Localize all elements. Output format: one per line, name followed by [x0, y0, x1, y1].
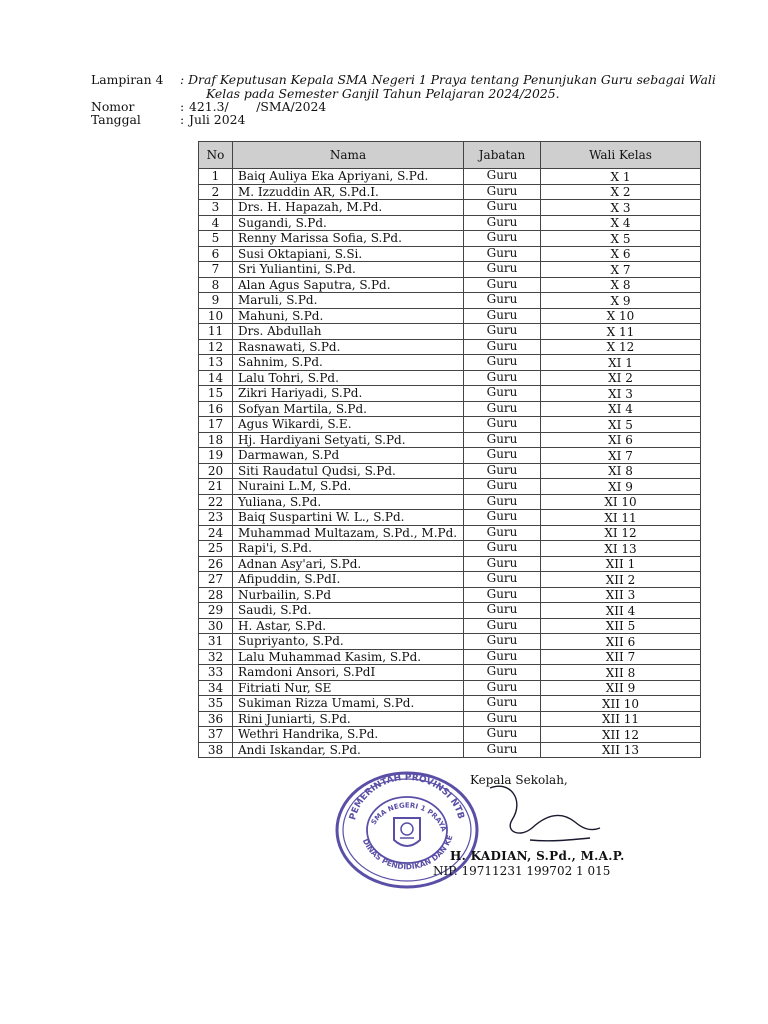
table-row: [199, 525, 701, 541]
table-row: [199, 634, 701, 650]
cell-jabatan: Guru: [464, 572, 541, 588]
cell-no: 8: [199, 277, 233, 293]
cell-no: 18: [199, 432, 233, 448]
cell-jabatan: Guru: [464, 649, 541, 665]
cell-no: 14: [199, 370, 233, 386]
cell-no: 12: [199, 339, 233, 355]
cell-wali-kelas: XII 13: [541, 742, 701, 758]
cell-jabatan: Guru: [464, 262, 541, 278]
cell-no: 37: [199, 727, 233, 743]
cell-wali-kelas: XI 13: [541, 541, 701, 557]
table-row: [199, 448, 701, 464]
cell-jabatan: Guru: [464, 432, 541, 448]
cell-nama: Muhammad Multazam, S.Pd., M.Pd.: [233, 525, 464, 541]
cell-wali-kelas: XII 9: [541, 680, 701, 696]
handwritten-signature: [450, 780, 620, 860]
cell-jabatan: Guru: [464, 618, 541, 634]
table-row: [199, 541, 701, 557]
cell-nama: Drs. Abdullah: [233, 324, 464, 340]
table-row: [199, 370, 701, 386]
table-row: [199, 727, 701, 743]
signature-name: H. KADIAN, S.Pd., M.A.P.: [450, 849, 625, 863]
cell-nama: Alan Agus Saputra, S.Pd.: [233, 277, 464, 293]
cell-jabatan: Guru: [464, 696, 541, 712]
cell-wali-kelas: XII 2: [541, 572, 701, 588]
header-jabatan: Jabatan: [464, 142, 541, 169]
cell-jabatan: Guru: [464, 463, 541, 479]
cell-nama: Sri Yuliantini, S.Pd.: [233, 262, 464, 278]
cell-no: 3: [199, 200, 233, 216]
cell-no: 20: [199, 463, 233, 479]
cell-nama: Nuraini L.M, S.Pd.: [233, 479, 464, 495]
cell-jabatan: Guru: [464, 417, 541, 433]
cell-nama: Hj. Hardiyani Setyati, S.Pd.: [233, 432, 464, 448]
cell-no: 32: [199, 649, 233, 665]
lampiran-label: Lampiran 4: [91, 72, 164, 87]
tanggal-sep: :: [180, 112, 185, 127]
cell-no: 29: [199, 603, 233, 619]
table-row: [199, 308, 701, 324]
cell-nama: Afipuddin, S.PdI.: [233, 572, 464, 588]
cell-wali-kelas: X 1: [541, 169, 701, 185]
cell-nama: Andi Iskandar, S.Pd.: [233, 742, 464, 758]
cell-no: 36: [199, 711, 233, 727]
cell-wali-kelas: X 2: [541, 184, 701, 200]
table-row: [199, 417, 701, 433]
cell-no: 27: [199, 572, 233, 588]
table-row: [199, 169, 701, 185]
cell-nama: Sahnim, S.Pd.: [233, 355, 464, 371]
cell-wali-kelas: X 11: [541, 324, 701, 340]
tanggal-label: Tanggal: [91, 112, 141, 127]
cell-no: 10: [199, 308, 233, 324]
stamp-outer-text: PEMERINTAH PROVINSI NTB: [348, 772, 466, 822]
cell-jabatan: Guru: [464, 541, 541, 557]
table-row: [199, 339, 701, 355]
table-row: [199, 463, 701, 479]
cell-wali-kelas: X 9: [541, 293, 701, 309]
cell-no: 7: [199, 262, 233, 278]
cell-wali-kelas: X 10: [541, 308, 701, 324]
cell-nama: Drs. H. Hapazah, M.Pd.: [233, 200, 464, 216]
cell-no: 17: [199, 417, 233, 433]
cell-jabatan: Guru: [464, 680, 541, 696]
cell-wali-kelas: XII 10: [541, 696, 701, 712]
cell-jabatan: Guru: [464, 246, 541, 262]
cell-nama: Rasnawati, S.Pd.: [233, 339, 464, 355]
cell-nama: Baiq Suspartini W. L., S.Pd.: [233, 510, 464, 526]
cell-jabatan: Guru: [464, 215, 541, 231]
cell-wali-kelas: XI 9: [541, 479, 701, 495]
table-row: [199, 215, 701, 231]
cell-nama: Baiq Auliya Eka Apriyani, S.Pd.: [233, 169, 464, 185]
cell-jabatan: Guru: [464, 587, 541, 603]
cell-nama: Mahuni, S.Pd.: [233, 308, 464, 324]
cell-jabatan: Guru: [464, 448, 541, 464]
table-row: [199, 355, 701, 371]
cell-nama: Maruli, S.Pd.: [233, 293, 464, 309]
cell-no: 9: [199, 293, 233, 309]
cell-jabatan: Guru: [464, 184, 541, 200]
nomor-value: 421.3/ /SMA/2024: [189, 99, 327, 114]
cell-nama: Rapi'i, S.Pd.: [233, 541, 464, 557]
cell-nama: M. Izzuddin AR, S.Pd.I.: [233, 184, 464, 200]
cell-wali-kelas: XII 12: [541, 727, 701, 743]
cell-wali-kelas: XI 4: [541, 401, 701, 417]
table-row: [199, 510, 701, 526]
cell-no: 5: [199, 231, 233, 247]
lampiran-text-2: Kelas pada Semester Ganjil Tahun Pelajaran 2024/2025.: [206, 86, 560, 101]
cell-no: 4: [199, 215, 233, 231]
table-row: [199, 246, 701, 262]
cell-jabatan: Guru: [464, 370, 541, 386]
table-row: [199, 572, 701, 588]
cell-jabatan: Guru: [464, 665, 541, 681]
signature-title: Kepala Sekolah,: [470, 773, 568, 787]
cell-jabatan: Guru: [464, 556, 541, 572]
cell-no: 30: [199, 618, 233, 634]
cell-no: 28: [199, 587, 233, 603]
table-row: [199, 200, 701, 216]
table-row: [199, 184, 701, 200]
table-row: [199, 293, 701, 309]
cell-wali-kelas: XII 8: [541, 665, 701, 681]
cell-no: 22: [199, 494, 233, 510]
cell-jabatan: Guru: [464, 324, 541, 340]
table-row: [199, 324, 701, 340]
cell-wali-kelas: XII 1: [541, 556, 701, 572]
cell-no: 31: [199, 634, 233, 650]
header-no: No: [199, 142, 233, 169]
cell-nama: Yuliana, S.Pd.: [233, 494, 464, 510]
stamp-lower-text: DINAS PENDIDIKAN DAN KE: [360, 833, 455, 872]
cell-jabatan: Guru: [464, 603, 541, 619]
tanggal-value: Juli 2024: [189, 112, 246, 127]
cell-jabatan: Guru: [464, 525, 541, 541]
cell-nama: Siti Raudatul Qudsi, S.Pd.: [233, 463, 464, 479]
cell-nama: Lalu Muhammad Kasim, S.Pd.: [233, 649, 464, 665]
cell-nama: Sugandi, S.Pd.: [233, 215, 464, 231]
cell-nama: Wethri Handrika, S.Pd.: [233, 727, 464, 743]
cell-nama: Saudi, S.Pd.: [233, 603, 464, 619]
table-row: [199, 711, 701, 727]
table-row: [199, 680, 701, 696]
cell-no: 26: [199, 556, 233, 572]
cell-wali-kelas: X 7: [541, 262, 701, 278]
table-row: [199, 587, 701, 603]
cell-wali-kelas: XI 11: [541, 510, 701, 526]
cell-jabatan: Guru: [464, 293, 541, 309]
table-row: [199, 432, 701, 448]
table-header-row: [199, 142, 701, 169]
wali-kelas-table: [198, 141, 701, 758]
nomor-sep: :: [180, 99, 185, 114]
cell-jabatan: Guru: [464, 634, 541, 650]
cell-jabatan: Guru: [464, 742, 541, 758]
cell-wali-kelas: XII 11: [541, 711, 701, 727]
table-row: [199, 479, 701, 495]
cell-no: 34: [199, 680, 233, 696]
cell-nama: Supriyanto, S.Pd.: [233, 634, 464, 650]
lampiran-text-1: : Draf Keputusan Kepala SMA Negeri 1 Praya tentang Penunjukan Guru sebagai Wali: [180, 72, 716, 87]
cell-wali-kelas: XI 5: [541, 417, 701, 433]
cell-jabatan: Guru: [464, 231, 541, 247]
cell-wali-kelas: XI 12: [541, 525, 701, 541]
cell-wali-kelas: X 12: [541, 339, 701, 355]
cell-wali-kelas: X 3: [541, 200, 701, 216]
table-row: [199, 742, 701, 758]
cell-nama: H. Astar, S.Pd.: [233, 618, 464, 634]
cell-nama: Renny Marissa Sofia, S.Pd.: [233, 231, 464, 247]
table-row: [199, 665, 701, 681]
cell-no: 23: [199, 510, 233, 526]
table-row: [199, 231, 701, 247]
cell-jabatan: Guru: [464, 308, 541, 324]
cell-no: 13: [199, 355, 233, 371]
cell-jabatan: Guru: [464, 386, 541, 402]
table-row: [199, 494, 701, 510]
table-row: [199, 649, 701, 665]
cell-jabatan: Guru: [464, 510, 541, 526]
cell-nama: Fitriati Nur, SE: [233, 680, 464, 696]
cell-wali-kelas: XI 8: [541, 463, 701, 479]
cell-no: 19: [199, 448, 233, 464]
cell-jabatan: Guru: [464, 169, 541, 185]
cell-wali-kelas: X 8: [541, 277, 701, 293]
table-row: [199, 696, 701, 712]
cell-no: 2: [199, 184, 233, 200]
cell-nama: Ramdoni Ansori, S.PdI: [233, 665, 464, 681]
cell-wali-kelas: X 5: [541, 231, 701, 247]
cell-wali-kelas: XI 6: [541, 432, 701, 448]
header-wali-kelas: Wali Kelas: [541, 142, 701, 169]
header-nama: Nama: [233, 142, 464, 169]
cell-no: 11: [199, 324, 233, 340]
table-row: [199, 401, 701, 417]
table-row: [199, 277, 701, 293]
cell-wali-kelas: XI 3: [541, 386, 701, 402]
cell-jabatan: Guru: [464, 355, 541, 371]
cell-no: 35: [199, 696, 233, 712]
table-row: [199, 556, 701, 572]
cell-jabatan: Guru: [464, 711, 541, 727]
cell-no: 21: [199, 479, 233, 495]
cell-wali-kelas: XII 5: [541, 618, 701, 634]
cell-no: 16: [199, 401, 233, 417]
cell-wali-kelas: XII 7: [541, 649, 701, 665]
cell-nama: Sukiman Rizza Umami, S.Pd.: [233, 696, 464, 712]
cell-wali-kelas: XI 2: [541, 370, 701, 386]
cell-nama: Sofyan Martila, S.Pd.: [233, 401, 464, 417]
table-row: [199, 386, 701, 402]
table-row: [199, 618, 701, 634]
stamp-inner-text: SMA NEGERI 1 PRAYA: [369, 801, 448, 833]
cell-nama: Rini Juniarti, S.Pd.: [233, 711, 464, 727]
cell-jabatan: Guru: [464, 200, 541, 216]
cell-nama: Darmawan, S.Pd: [233, 448, 464, 464]
table-row: [199, 603, 701, 619]
cell-no: 38: [199, 742, 233, 758]
cell-no: 6: [199, 246, 233, 262]
cell-jabatan: Guru: [464, 401, 541, 417]
cell-wali-kelas: XI 1: [541, 355, 701, 371]
cell-jabatan: Guru: [464, 494, 541, 510]
cell-no: 1: [199, 169, 233, 185]
cell-jabatan: Guru: [464, 727, 541, 743]
cell-nama: Zikri Hariyadi, S.Pd.: [233, 386, 464, 402]
cell-nama: Susi Oktapiani, S.Si.: [233, 246, 464, 262]
cell-wali-kelas: X 6: [541, 246, 701, 262]
cell-no: 24: [199, 525, 233, 541]
cell-nama: Agus Wikardi, S.E.: [233, 417, 464, 433]
cell-wali-kelas: XII 6: [541, 634, 701, 650]
cell-wali-kelas: XI 7: [541, 448, 701, 464]
table-row: [199, 262, 701, 278]
cell-no: 15: [199, 386, 233, 402]
cell-nama: Nurbailin, S.Pd: [233, 587, 464, 603]
cell-nama: Adnan Asy'ari, S.Pd.: [233, 556, 464, 572]
nomor-label: Nomor: [91, 99, 135, 114]
cell-wali-kelas: XII 3: [541, 587, 701, 603]
signature-nip: NIP. 19711231 199702 1 015: [433, 864, 611, 878]
cell-no: 33: [199, 665, 233, 681]
cell-jabatan: Guru: [464, 479, 541, 495]
cell-nama: Lalu Tohri, S.Pd.: [233, 370, 464, 386]
cell-wali-kelas: XI 10: [541, 494, 701, 510]
cell-wali-kelas: X 4: [541, 215, 701, 231]
cell-jabatan: Guru: [464, 339, 541, 355]
cell-jabatan: Guru: [464, 277, 541, 293]
cell-no: 25: [199, 541, 233, 557]
cell-wali-kelas: XII 4: [541, 603, 701, 619]
